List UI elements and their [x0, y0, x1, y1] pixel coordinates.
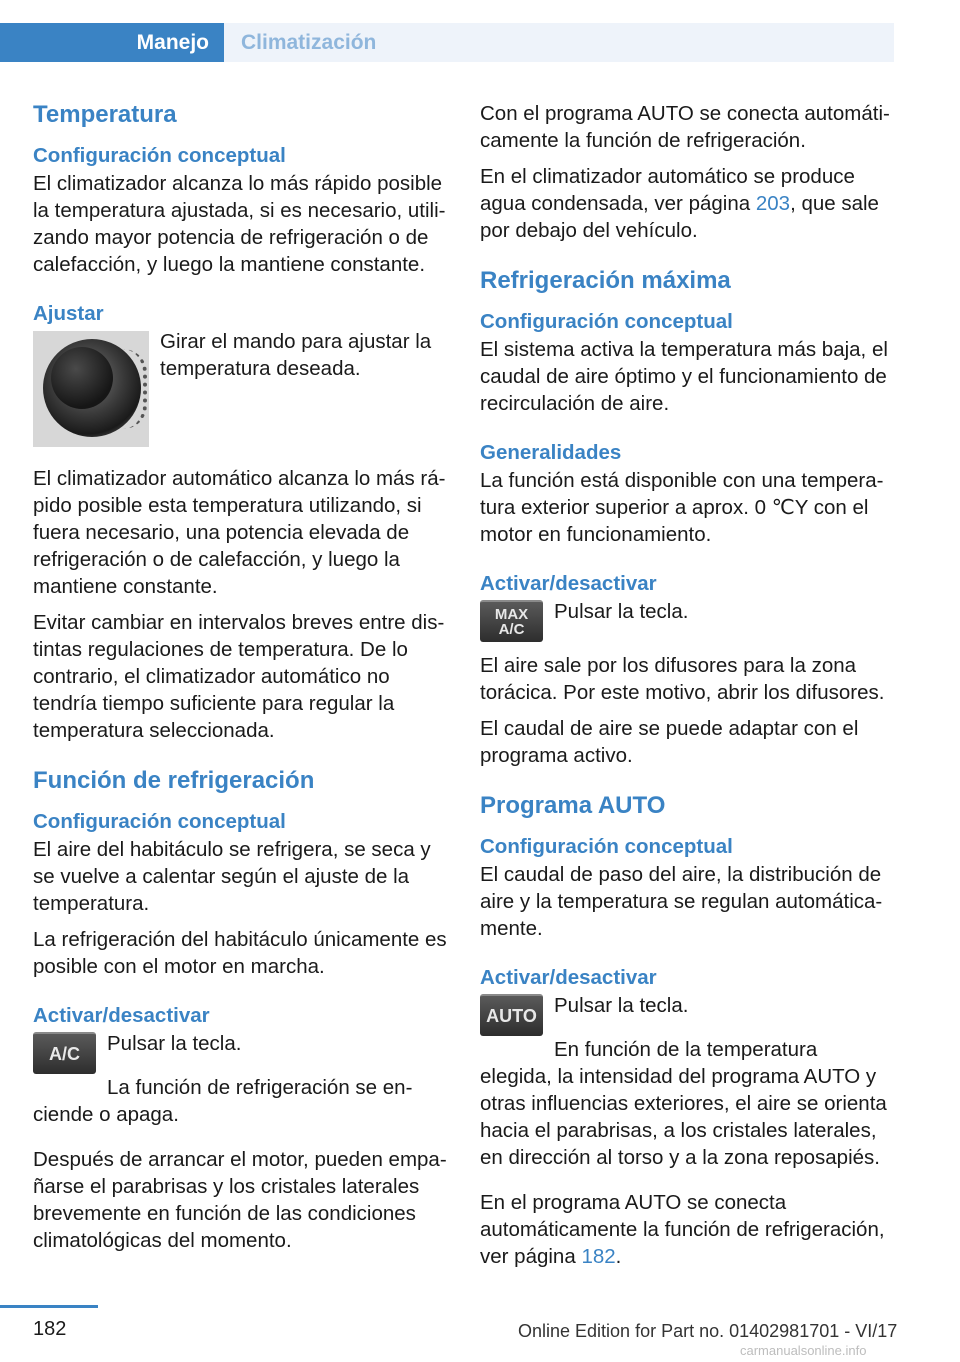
heading-temperatura: Temperatura [33, 101, 177, 128]
paragraph: Pulsar la tecla. [107, 1032, 242, 1055]
auto-key-row [480, 992, 894, 1036]
paragraph: Con el programa AUTO se conecta automáticamente la función de refrigeración. [480, 102, 890, 152]
left-column [33, 100, 447, 1263]
heading-refrigeracion-maxima: Refrigeración máxima [480, 267, 731, 294]
paragraph: En función de la temperatura elegida, la intensidad del programa AUTO y otras influencias exteriores, el aire se orienta hacia el parabrisas, a los cristales laterales, en dirección al torso y a la zona reposapiés. [480, 1038, 887, 1169]
paragraph: El aire sale por los difusores para la zona torácica. Por este motivo, abrir los difusores. [480, 654, 885, 704]
temperature-knob-image [33, 331, 149, 447]
paragraph: La refrigeración del habitáculo únicamente es posible con el motor en marcha. [33, 928, 447, 978]
subheading-configuracion: Configuración conceptual [480, 310, 733, 333]
subheading-activar: Activar/desactivar [480, 572, 657, 595]
paragraph: Pulsar la tecla. [554, 600, 689, 623]
right-column [480, 100, 894, 1279]
auto-key-icon: AUTO [480, 994, 543, 1036]
paragraph: El caudal de aire se puede adaptar con el programa activo. [480, 717, 859, 767]
heading-funcion-refrigeracion: Función de refrigeración [33, 767, 315, 794]
paragraph: La función de refrigeración se enciende o apaga. [33, 1076, 413, 1126]
paragraph: El climatizador alcanza lo más rápido posible la temperatura ajustada, si es necesario, utilizando mayor potencia de refrigeración o de calefacción, y luego la mantiene constante. [33, 172, 446, 276]
paragraph: El aire del habitáculo se refrigera, se seca y se vuelve a calentar según el ajuste de la temperatura. [33, 838, 431, 915]
ajustar-row [33, 328, 447, 447]
edition-note: Online Edition for Part no. 01402981701 - VI/17 [518, 1321, 898, 1341]
subheading-configuracion: Configuración conceptual [33, 810, 286, 833]
ac-key-icon: A/C [33, 1032, 96, 1074]
subheading-configuracion: Configuración conceptual [480, 835, 733, 858]
max-ac-key-icon: MAX A/C [480, 600, 543, 642]
heading-programa-auto: Programa AUTO [480, 792, 666, 819]
paragraph: En el programa AUTO se conecta automáticamente la función de refrigeración, ver página 182. [480, 1191, 885, 1268]
footer-rule [0, 1305, 98, 1308]
paragraph: El caudal de paso del aire, la distribución de aire y la temperatura se regulan automáticamente. [480, 863, 883, 940]
paragraph: Pulsar la tecla. [554, 994, 689, 1017]
subheading-activar: Activar/desactivar [480, 966, 657, 989]
subheading-configuracion: Configuración conceptual [33, 144, 286, 167]
max-ac-key-row [480, 598, 894, 642]
page-header [0, 0, 960, 62]
page-number: 182 [33, 1318, 67, 1340]
page-link-182[interactable]: 182 [581, 1245, 616, 1268]
watermark: carmanualsonline.info [740, 1343, 867, 1358]
subheading-ajustar: Ajustar [33, 302, 104, 325]
section-tab-manejo: Manejo [0, 23, 224, 62]
paragraph: Girar el mando para ajustar la temperatura deseada. [160, 330, 432, 380]
paragraph: Evitar cambiar en intervalos breves entre distintas regulaciones de temperatura. De lo contrario, el climatizador automático no tendría tiempo suficiente para regular la temperatura seleccionada. [33, 611, 445, 742]
page-link-203[interactable]: 203 [755, 192, 791, 215]
paragraph: Después de arrancar el motor, pueden empañarse el parabrisas y los cristales laterales brevemente en función de las condiciones climatológicas del momento. [33, 1148, 447, 1252]
subheading-activar: Activar/desactivar [33, 1004, 210, 1027]
paragraph: En el climatizador automático se produce agua condensada, ver página 203, que sale por debajo del vehículo. [480, 165, 879, 242]
paragraph: El climatizador automático alcanza lo más rápido posible esta temperatura utilizando, si fuera necesario, una potencia elevada de refrigeración o de calefacción, y luego la mantiene constante. [33, 467, 446, 598]
subheading-generalidades: Generalidades [480, 441, 622, 464]
chapter-tab-climatizacion: Climatización [224, 23, 894, 62]
paragraph: El sistema activa la temperatura más baja, el caudal de aire óptimo y el funcionamiento de recirculación de aire. [480, 338, 888, 415]
paragraph: La función está disponible con una temperatura exterior superior a aprox. 0 ℃Y con el motor en funcionamiento. [480, 469, 884, 546]
ac-key-row [33, 1030, 447, 1074]
